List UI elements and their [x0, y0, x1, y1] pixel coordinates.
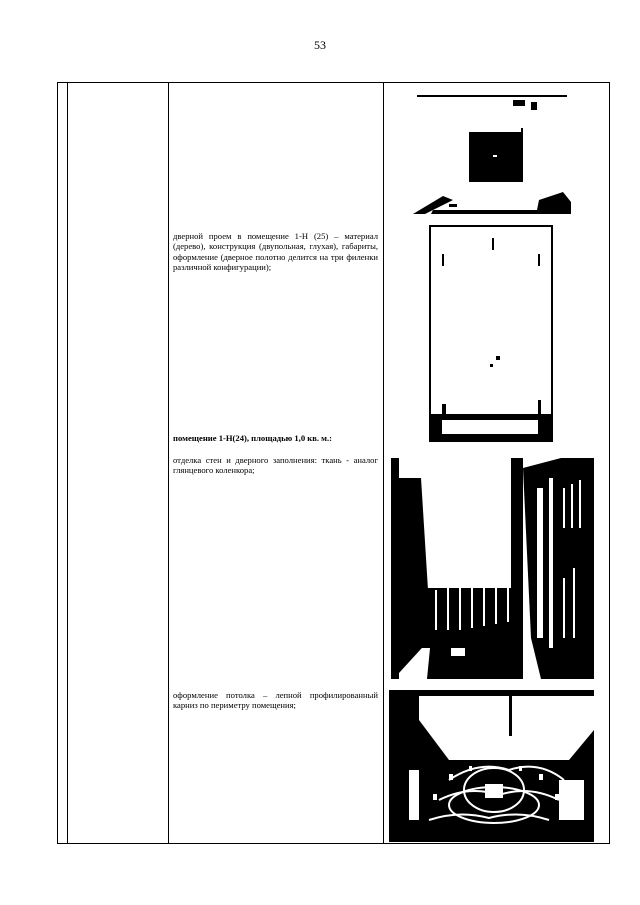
column-divider [67, 83, 68, 843]
door-description: дверной проем в помещение 1-Н (25) – материал (дерево), конструкция (двупольная, глухая), габариты, оформление (дверное полотно делится на три филенки различной конфигурации); [173, 231, 378, 273]
wall-finish-description: отделка стен и дверного заполнения: ткань - аналог глянцевого коленкора; [173, 455, 378, 476]
column-divider [168, 83, 169, 843]
door-photo [428, 224, 554, 443]
page-number: 53 [314, 38, 326, 52]
room-heading: помещение 1-Н(24), площадью 1,0 кв. м.: [173, 433, 333, 443]
chandelier-photo [389, 690, 594, 842]
ceiling-description: оформление потолка – лепной профилированный карниз по периметру помещения; [173, 690, 378, 711]
fabric-wall-photo [391, 458, 594, 679]
ceiling-photo [413, 92, 571, 214]
column-divider [383, 83, 384, 843]
